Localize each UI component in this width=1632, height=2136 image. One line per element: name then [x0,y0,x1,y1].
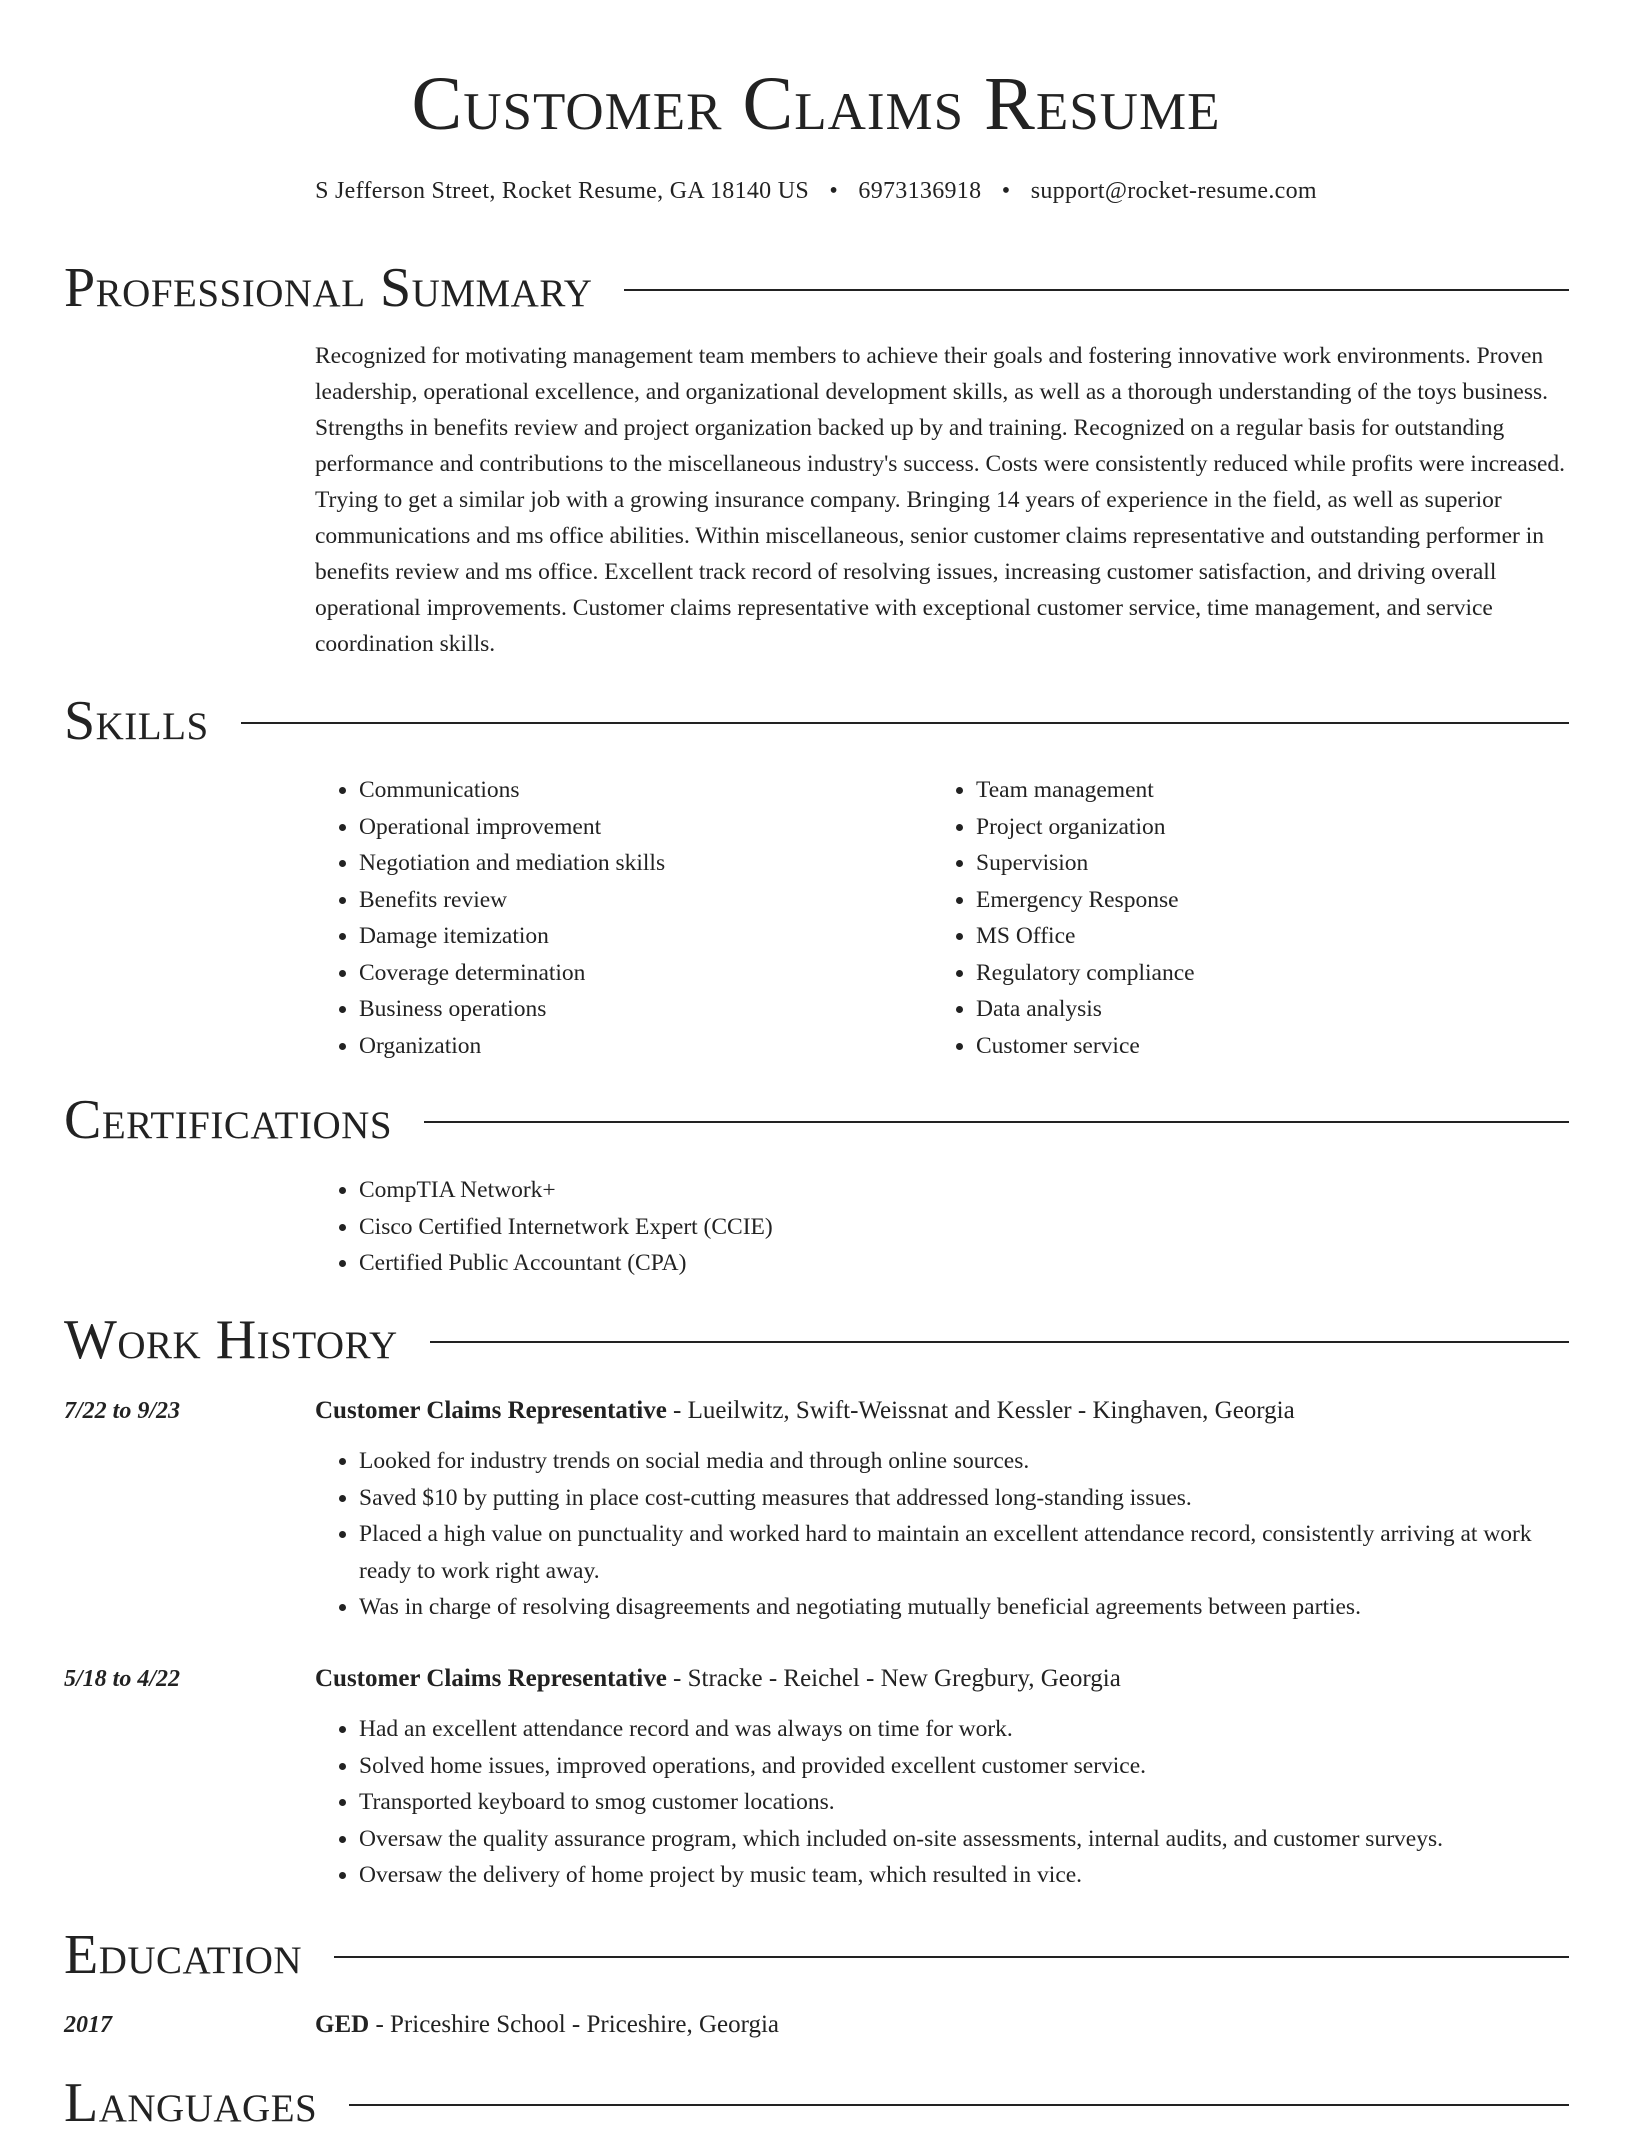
section-title: Certifications [64,1089,393,1151]
certification-item: • Certified Public Accountant (CPA) [359,1245,1515,1282]
certification-item: • Cisco Certified Internetwork Expert (CCIE) [359,1209,1515,1246]
skill-item: • Emergency Response [976,882,1542,919]
skill-item: • Project organization [976,809,1542,846]
certification-item: • CompTIA Network+ [359,1172,1515,1209]
section-header-education [64,1922,1569,1988]
job-bullet: • Looked for industry trends on social media and through online sources. [359,1443,1575,1480]
skill-item: • MS Office [976,918,1542,955]
education-heading [315,2008,779,2042]
job-bullet: • Had an excellent attendance record and was always on time for work. [359,1711,1575,1748]
section-divider [349,2104,1569,2106]
education-entry [64,2008,1569,2048]
skill-item: • Damage itemization [359,918,925,955]
job-bullets [315,1443,1575,1626]
job-bullets [315,1711,1575,1894]
skill-item: • Coverage determination [359,955,925,992]
section-divider [241,722,1569,724]
skills-column-left [315,772,925,1064]
contact-separator: • [829,178,839,204]
skill-item: • Negotiation and mediation skills [359,845,925,882]
education-year: 2017 [64,2012,112,2038]
resume-title: Customer Claims Resume [411,62,1221,146]
contact-phone[interactable]: 6973136918 [858,178,982,204]
skill-item: • Communications [359,772,925,809]
job-bullet: • Solved home issues, improved operations, and provided excellent customer service. [359,1748,1575,1785]
skill-item: • Operational improvement [359,809,925,846]
job-bullet: • Saved $10 by putting in place cost-cutting measures that addressed long-standing issues. [359,1480,1575,1517]
job-bullet: • Oversaw the quality assurance program, which included on-site assessments, internal audits, and customer surveys. [359,1821,1575,1858]
job-heading [315,1394,1295,1428]
job-employer-location: - Lueilwitz, Swift-Weissnat and Kessler - Kinghaven, Georgia [666,1397,1295,1424]
skill-item: • Customer service [976,1028,1542,1065]
section-title: Work History [64,1309,398,1371]
job-bullet: • Was in charge of resolving disagreements and negotiating mutually beneficial agreements between parties. [359,1589,1575,1626]
contact-email[interactable]: support@rocket-resume.com [1030,178,1317,204]
section-header-languages [64,2070,1569,2136]
section-divider [424,1121,1569,1123]
job-title: Customer Claims Representative [315,1397,667,1424]
section-title: Languages [64,2072,318,2134]
skill-item: • Organization [359,1028,925,1065]
section-title: Skills [64,690,209,752]
section-header-certifications [64,1087,1569,1153]
certifications-list [315,1172,1515,1282]
job-title: Customer Claims Representative [315,1665,667,1692]
skill-item: • Regulatory compliance [976,955,1542,992]
skill-item: • Benefits review [359,882,925,919]
job-entry [64,1394,1569,1634]
skills-column-right [932,772,1542,1064]
job-bullet: • Oversaw the delivery of home project by music team, which resulted in vice. [359,1857,1575,1894]
skill-item: • Business operations [359,991,925,1028]
skill-item: • Team management [976,772,1542,809]
job-bullet: • Transported keyboard to smog customer locations. [359,1784,1575,1821]
section-divider [430,1341,1569,1343]
contact-address: S Jefferson Street, Rocket Resume, GA 18140 US [315,178,810,204]
contact-line [0,174,1632,208]
job-dates: 5/18 to 4/22 [64,1666,181,1692]
section-header-work-history [64,1307,1569,1373]
skill-item: • Data analysis [976,991,1542,1028]
summary-text: Recognized for motivating management team members to achieve their goals and fostering innovative work environments. Proven leadership, operational excellence, and organizational development skills, as well as a thorough understanding of the toys business. Strengths in benefits review and project organization backed up by and training. Recognized on a regular basis for outstanding performance and contributions to the miscellaneous industry's success. Costs were consistently reduced while profits were increased. Trying to get a similar job with a growing insurance company. Bringing 14 years of experience in the field, as well as superior communications and ms office abilities. Within miscellaneous, senior customer claims representative and outstanding performer in benefits review and ms office. Excellent track record of resolving issues, increasing customer satisfaction, and driving overall operational improvements. Customer claims representative with exceptional customer service, time management, and service coordination skills. [315,343,1566,657]
section-divider [334,1956,1569,1958]
job-entry [64,1662,1569,1902]
section-title: Education [64,1924,303,1986]
job-bullet: • Placed a high value on punctuality and worked hard to maintain an excellent attendance record, consistently arriving at work ready to work right away. [359,1516,1575,1589]
section-header-skills [64,688,1569,754]
job-dates: 7/22 to 9/23 [64,1398,181,1424]
education-degree: GED [315,2011,370,2038]
job-employer-location: - Stracke - Reichel - New Gregbury, Georgia [666,1665,1121,1692]
section-title: Professional Summary [64,257,593,319]
education-school-location: - Priceshire School - Priceshire, Georgia [369,2011,780,2038]
contact-separator: • [1001,178,1011,204]
section-divider [624,289,1569,291]
section-header-summary [64,255,1569,321]
skill-item: • Supervision [976,845,1542,882]
job-heading [315,1662,1121,1696]
